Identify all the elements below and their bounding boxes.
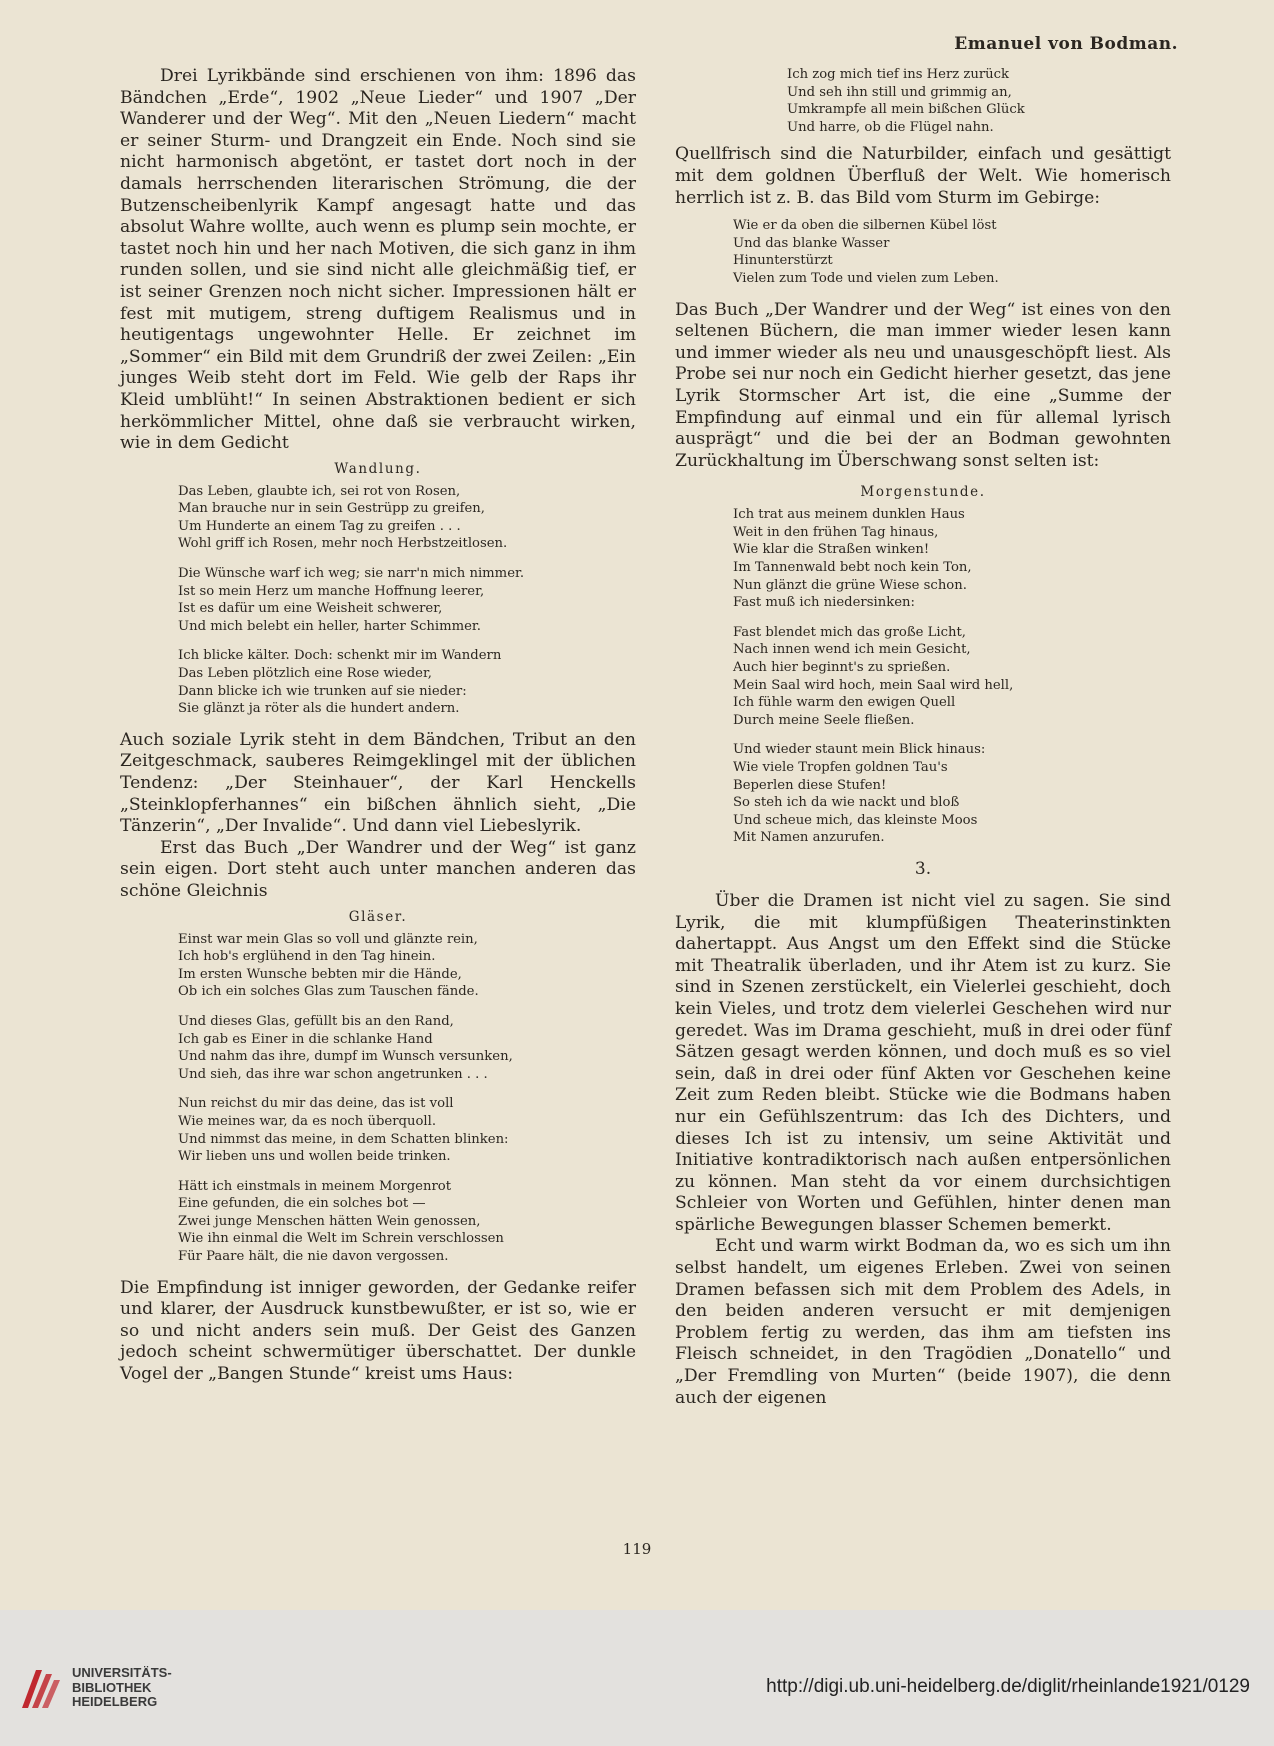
section-number: 3. <box>914 858 932 879</box>
poem-line: Und das blanke Wasser <box>733 235 890 251</box>
poem-line: Ist so mein Herz um manche Hoffnung leerer, <box>178 583 485 599</box>
poem-line: Wie er da oben die silbernen Kübel löst <box>733 218 997 234</box>
right-paragraph-3: Über die Dramen ist nicht viel zu sagen. Sie sind Lyrik, die mit klumpfüßigen Theaterinstinkten dahertappt. Aus Angst um den Effekt sind die Stücke mit Theatralik überladen, und ihr Atem ist zu kurz. Sie sind in Szenen zerstückelt, ein Vielerlei geschieht, doch kein Vieles, und trotz dem vielerlei Geschehen wird nur geredet. Was im Drama geschieht, muß in drei oder fünf Sätzen gesagt werden können, und doch muß es so viel sein, daß in drei oder fünf Akten vor Geschehen keine Zeit zum Reden bleibt. Stücke wie die Bodmans haben nur ein Gefühlszentrum: das Ich des Dichters, und dieses Ich ist zu intensiv, um seine Aktivität und Initiative kontradiktorisch nach außen entpersönlichen zu können. Man steht da vor einem durchsichtigen Schleier von Worten und Gefühlen, hinter denen man spärliche Bewegungen blasser Schemen bemerkt. <box>675 890 1171 1235</box>
left-paragraph-2: Auch soziale Lyrik steht in dem Bändchen, Tribut an den Zeitgeschmack, sauberes Reimgeklingel mit der üblichen Tendenz: „Der Steinhauer“, der Karl Henckells „Steinklopferhannes“ ein bißchen ähnlich sieht, „Die Tänzerin“, „Der Invalide“. Und dann viel Liebeslyrik. <box>120 729 636 837</box>
right-paragraph-1: Quellfrisch sind die Naturbilder, einfach und gesättigt mit dem goldnen Überfluß der Welt. Wie homerisch herrlich ist z. B. das Bild vom Sturm im Gebirge: <box>675 144 1171 208</box>
poem-stanza <box>178 1013 636 1083</box>
poem-line: Mit Namen anzurufen. <box>733 830 885 846</box>
poem-line: Nach innen wend ich mein Gesicht, <box>733 642 971 658</box>
poem-line: Fast muß ich niedersinken: <box>733 595 915 611</box>
poem-line: Ist es dafür um eine Weisheit schwerer, <box>178 601 443 617</box>
poem-title-wandlung: Wandlung. <box>334 460 422 477</box>
poem-line: Vielen zum Tode und vielen zum Leben. <box>733 270 999 286</box>
poem-line: Nun glänzt die grüne Wiese schon. <box>733 577 967 593</box>
poem-line: Umkrampfe all mein bißchen Glück <box>787 102 1025 118</box>
library-logo-icon <box>18 1664 62 1712</box>
page-number: 119 <box>622 1540 652 1558</box>
poem-line: Wir lieben uns und wollen beide trinken. <box>178 1149 451 1165</box>
poem-stanza <box>178 1178 636 1266</box>
poem-line: Und harre, ob die Flügel nahn. <box>787 119 994 135</box>
poem-wandlung <box>120 483 636 718</box>
poem-title-glaeser: Gläser. <box>348 908 408 925</box>
poem-continuation <box>787 66 1171 136</box>
left-column <box>120 66 636 1386</box>
poem-line: Zwei junge Menschen hätten Wein genossen, <box>178 1213 481 1229</box>
poem-line: Durch meine Seele fließen. <box>733 712 915 728</box>
poem-stanza <box>178 647 636 717</box>
poem-stanza <box>733 624 1171 730</box>
institution-line: HEIDELBERG <box>72 1694 158 1709</box>
poem-line: Wie viele Tropfen goldnen Tau's <box>733 760 948 775</box>
poem-line: Und mich belebt ein heller, harter Schimmer. <box>178 618 481 634</box>
running-head: Emanuel von Bodman. <box>954 34 1178 54</box>
right-column <box>675 66 1171 1409</box>
poem-line: Ich blicke kälter. Doch: schenkt mir im Wandern <box>178 648 502 664</box>
poem-line: Einst war mein Glas so voll und glänzte rein, <box>178 931 478 947</box>
left-paragraph-4: Die Empfindung ist inniger geworden, der Gedanke reifer und klarer, der Ausdruck kunstbewußter, er ist so, wie er so und nicht anders sein muß. Der Geist des Ganzen jedoch scheint schwermütiger überschattet. Der dunkle Vogel der „Bangen Stunde“ kreist ums Haus: <box>120 1277 636 1385</box>
poem-glaeser <box>120 931 636 1266</box>
poem-line: Und nahm das ihre, dumpf im Wunsch versunken, <box>178 1049 513 1065</box>
left-paragraph-3: Erst das Buch „Der Wandrer und der Weg“ ist ganz sein eigen. Dort steht auch unter manchen anderen das schöne Gleichnis <box>120 837 636 901</box>
poem-line: Beperlen diese Stufen! <box>733 777 887 793</box>
poem-stanza <box>178 931 636 1001</box>
left-paragraph-1: Drei Lyrikbände sind erschienen von ihm: 1896 das Bändchen „Erde“, 1902 „Neue Lieder“ und 1907 „Der Wanderer und der Weg“. Mit den „Neuen Liedern“ macht er seiner Sturm- und Drangzeit ein Ende. Noch sind sie nicht harmonisch abgetönt, er tastet dort noch in der damals herrschenden literarischen Strömung, die der Butzenscheibenlyrik Kampf angesagt hatte und das absolut Wahre wollte, auch wenn es plump sein mochte, er tastet noch hin und her nach Motiven, die sich ganz in ihm runden sollen, und sie sind nicht alle gleichmäßig tief, er ist seiner Grenzen noch nicht sicher. Impressionen hält er fest mit mutigem, streng duftigem Realismus und in heutigentags ungewohnter Helle. Er zeichnet im „Sommer“ ein Bild mit dem Grundriß der zwei Zeilen: „Ein junges Weib steht dort im Feld. Wie gelb der Raps ihr Kleid umblüht!“ In seinen Abstraktionen bedient er sich herkömmlicher Mittel, ohne daß sie verbraucht wirken, wie in dem Gedicht <box>120 66 636 454</box>
poem-line: Auch hier beginnt's zu sprießen. <box>733 660 951 676</box>
poem-line: Wie ihn einmal die Welt im Schrein verschlossen <box>178 1231 504 1247</box>
poem-line: Und seh ihn still und grimmig an, <box>787 84 1012 100</box>
poem-stanza <box>733 741 1171 847</box>
poem-line: Wohl griff ich Rosen, mehr noch Herbstzeitlosen. <box>178 536 508 552</box>
poem-line: Und dieses Glas, gefüllt bis an den Rand, <box>178 1013 454 1029</box>
poem-line: Eine gefunden, die ein solches bot — <box>178 1196 426 1212</box>
poem-line: Und sieh, das ihre war schon angetrunken . . . <box>178 1066 488 1082</box>
right-paragraph-2: Das Buch „Der Wandrer und der Weg“ ist eines von den seltenen Büchern, die man immer wieder lesen kann und immer wieder als neu und unausgeschöpft liest. Als Probe sei nur noch ein Gedicht hierher gesetzt, das jene Lyrik Stormscher Art ist, die eine „Summe der Empfindung auf einmal und ein für allemal lyrisch ausprägt“ und die bei der an Bodman gewohnten Zurückhaltung im Überschwang sonst selten ist: <box>675 299 1171 471</box>
storm-stanza <box>733 217 1171 287</box>
poem-title-morgenstunde: Morgenstunde. <box>860 484 986 501</box>
footer-bar <box>0 1610 1274 1746</box>
poem-line: Sie glänzt ja röter als die hundert andern. <box>178 701 460 717</box>
poem-line: Und wieder staunt mein Blick hinaus: <box>733 742 986 758</box>
poem-line: Hinunterstürzt <box>733 253 833 269</box>
poem-line: Dann blicke ich wie trunken auf sie nieder: <box>178 683 467 699</box>
poem-line: Und scheue mich, das kleinste Moos <box>733 812 978 828</box>
poem-line: So steh ich da wie nackt und bloß <box>733 795 960 811</box>
poem-line: Um Hunderte an einem Tag zu greifen . . . <box>178 518 461 534</box>
poem-line: Für Paare hält, die nie davon vergossen. <box>178 1249 449 1265</box>
poem-line: Ich hob's erglühend in den Tag hinein. <box>178 949 436 965</box>
poem-line: Ob ich ein solches Glas zum Tauschen fände. <box>178 984 479 1000</box>
institution-name <box>72 1666 172 1710</box>
poem-line: Das Leben plötzlich eine Rose wieder, <box>178 666 432 682</box>
poem-morgenstunde <box>675 506 1171 847</box>
source-url-link[interactable]: http://digi.ub.uni-heidelberg.de/diglit/rheinlande1921/0129 <box>766 1676 1250 1697</box>
poem-stanza <box>178 483 636 553</box>
poem-line: Im ersten Wunsche bebten mir die Hände, <box>178 966 462 982</box>
poem-line: Fast blendet mich das große Licht, <box>733 624 966 640</box>
poem-line: Wie meines war, da es noch überquoll. <box>178 1113 437 1129</box>
poem-line: Wie klar die Straßen winken! <box>733 542 930 558</box>
poem-line: Mein Saal wird hoch, mein Saal wird hell, <box>733 677 1014 693</box>
poem-line: Nun reichst du mir das deine, das ist voll <box>178 1096 454 1112</box>
poem-stanza <box>178 1095 636 1165</box>
institution-line: BIBLIOTHEK <box>72 1679 152 1695</box>
institution-line: UNIVERSITÄTS- <box>72 1665 172 1680</box>
poem-line: Die Wünsche warf ich weg; sie narr'n mich nimmer. <box>178 566 525 582</box>
poem-line: Ich trat aus meinem dunklen Haus <box>733 507 965 523</box>
poem-line: Ich fühle warm den ewigen Quell <box>733 695 956 711</box>
poem-line: Und nimmst das meine, in dem Schatten blinken: <box>178 1131 509 1147</box>
poem-stanza <box>178 565 636 635</box>
poem-line: Man brauche nur in sein Gestrüpp zu greifen, <box>178 501 485 517</box>
poem-line: Hätt ich einstmals in meinem Morgenrot <box>178 1178 452 1194</box>
poem-line: Im Tannenwald bebt noch kein Ton, <box>733 560 972 576</box>
poem-line: Ich zog mich tief ins Herz zurück <box>787 67 1010 82</box>
poem-line: Ich gab es Einer in die schlanke Hand <box>178 1031 433 1047</box>
poem-line: Weit in den frühen Tag hinaus, <box>733 524 939 540</box>
poem-line: Das Leben, glaubte ich, sei rot von Rosen, <box>178 483 461 499</box>
poem-stanza <box>733 506 1171 612</box>
right-paragraph-4: Echt und warm wirkt Bodman da, wo es sich um ihn selbst handelt, um eigenes Erleben. Zwei von seinen Dramen befassen sich mit dem Problem des Adels, in den beiden anderen versucht er mit demjenigen Problem fertig zu werden, das ihm am tiefsten ins Fleisch schneidet, in den Tragödien „Donatello“ und „Der Fremdling von Murten“ (beide 1907), die denn auch der eigenen <box>675 1236 1171 1408</box>
